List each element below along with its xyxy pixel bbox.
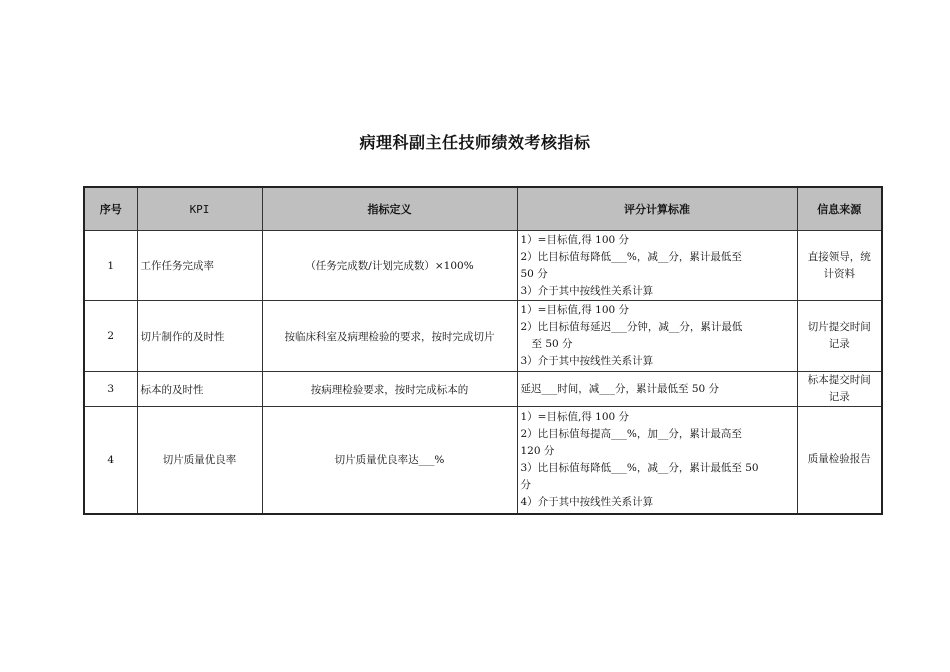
source-line: 直接领导，统	[807, 250, 871, 263]
standard-line: 50 分	[520, 267, 548, 280]
source-line: 记录	[828, 391, 850, 403]
standard-line: 1）=目标值,得 100 分	[520, 410, 630, 423]
table-row	[84, 301, 882, 372]
table-row	[84, 372, 882, 407]
row-definition: 按病理检验要求，按时完成标本的	[262, 372, 517, 407]
header-definition: 指标定义	[262, 187, 517, 231]
row-standard	[517, 301, 797, 372]
source-line: 切片提交时间	[807, 321, 871, 333]
row-kpi: 标本的及时性	[137, 372, 262, 407]
header-kpi: KPI	[137, 187, 262, 231]
standard-line: 1）=目标值,得 100 分	[520, 233, 630, 246]
page-title: 病理科副主任技师绩效考核指标	[359, 133, 591, 152]
table-row	[84, 231, 882, 301]
source-line: 质量检验报告	[807, 453, 871, 466]
row-definition: 切片质量优良率达___%	[262, 407, 517, 514]
standard-line: 1）=目标值,得 100 分	[520, 304, 630, 316]
source-line: 记录	[828, 338, 850, 350]
row-source	[797, 407, 882, 514]
row-definition: （任务完成数/计划完成数）×100%	[262, 231, 517, 301]
row-standard	[517, 372, 797, 407]
row-source	[797, 372, 882, 407]
source-line: 标本提交时间	[807, 374, 871, 386]
header-source: 信息来源	[797, 187, 882, 231]
standard-line: 4）介于其中按线性关系计算	[520, 495, 654, 508]
row-kpi: 工作任务完成率	[137, 231, 262, 301]
row-no: 3	[84, 372, 137, 407]
row-no: 4	[84, 407, 137, 514]
row-no: 1	[84, 231, 137, 301]
row-source	[797, 301, 882, 372]
standard-line: 至 50 分	[531, 338, 573, 350]
row-no: 2	[84, 301, 137, 372]
standard-line: 120 分	[520, 444, 555, 457]
standard-line: 2）比目标值每提高___%，加__分，累计最高至	[520, 427, 742, 440]
standard-line: 3）比目标值每降低___%，减__分，累计最低至 50	[520, 461, 759, 474]
row-standard	[517, 407, 797, 514]
standard-line: 分	[520, 478, 531, 491]
row-standard	[517, 231, 797, 301]
header-no: 序号	[84, 187, 137, 231]
standard-line: 3）介于其中按线性关系计算	[520, 284, 654, 297]
standard-line: 3）介于其中按线性关系计算	[520, 355, 654, 367]
standard-line: 延迟___时间，减___分，累计最低至 50 分	[520, 382, 720, 395]
row-source	[797, 231, 882, 301]
row-kpi: 切片质量优良率	[137, 407, 262, 514]
table-row	[84, 407, 882, 514]
kpi-table	[83, 186, 883, 515]
source-line: 计资料	[823, 267, 855, 280]
standard-line: 2）比目标值每延迟___分钟，减__分，累计最低	[520, 321, 743, 333]
standard-line: 2）比目标值每降低___%，减__分，累计最低至	[520, 250, 742, 263]
header-standard: 评分计算标准	[517, 187, 797, 231]
row-kpi: 切片制作的及时性	[137, 301, 262, 372]
row-definition: 按临床科室及病理检验的要求，按时完成切片	[262, 301, 517, 372]
table-header-row	[84, 187, 882, 231]
